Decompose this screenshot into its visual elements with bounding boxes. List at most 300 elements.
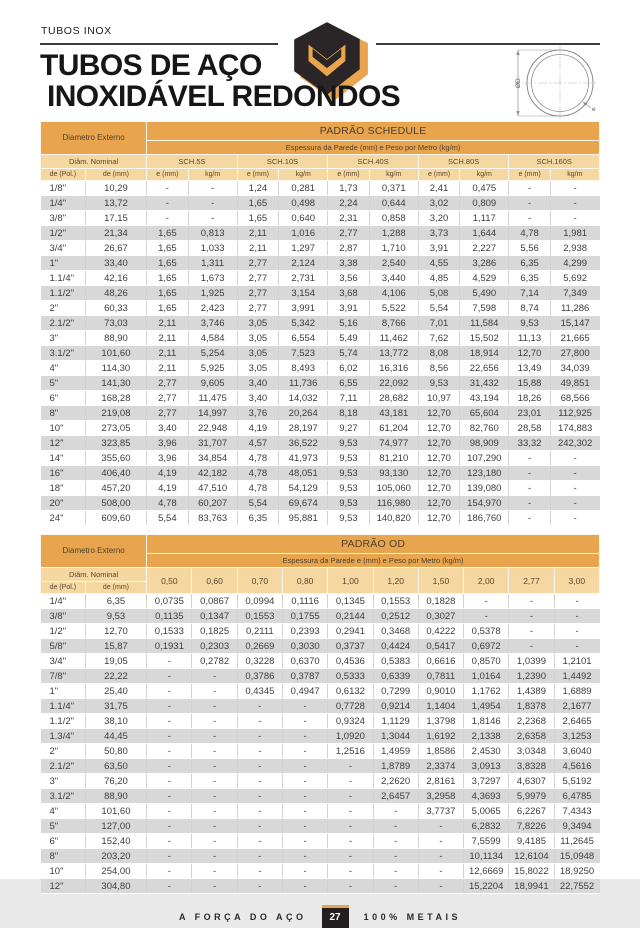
value-cell: - <box>188 181 237 196</box>
size-pol-cell: 8" <box>41 406 86 421</box>
value-cell: 2,938 <box>550 241 599 256</box>
value-cell: 5,9979 <box>509 789 554 804</box>
value-cell: 1,016 <box>279 226 328 241</box>
value-cell: - <box>192 714 237 729</box>
value-cell: 5,254 <box>188 346 237 361</box>
value-cell: 3,991 <box>279 301 328 316</box>
size-mm-cell: 88,90 <box>85 331 146 346</box>
table-row <box>41 301 600 316</box>
value-cell: 95,881 <box>279 511 328 526</box>
value-cell: - <box>283 819 328 834</box>
value-cell: 18,914 <box>460 346 509 361</box>
value-cell: 116,980 <box>369 496 418 511</box>
value-cell: 31,432 <box>460 376 509 391</box>
table-row <box>41 376 600 391</box>
size-pol-cell: 7/8" <box>41 669 86 684</box>
table-row <box>41 669 600 684</box>
diagram-wall-label: e <box>592 106 596 113</box>
value-cell: 15,8022 <box>509 864 554 879</box>
size-mm-cell: 33,40 <box>85 256 146 271</box>
value-cell: 1,297 <box>279 241 328 256</box>
value-cell: 105,060 <box>369 481 418 496</box>
col-e-mm: e (mm) <box>237 169 278 181</box>
size-pol-cell: 1/2" <box>41 624 86 639</box>
size-pol-cell: 5" <box>41 819 86 834</box>
od-corner-header: Diametro Externo <box>41 535 147 568</box>
value-cell: 186,760 <box>460 511 509 526</box>
value-cell: 4,6307 <box>509 774 554 789</box>
table-row <box>41 451 600 466</box>
table-row <box>41 729 600 744</box>
value-cell: 3,91 <box>418 241 459 256</box>
value-cell: - <box>328 774 373 789</box>
value-cell: 1,033 <box>188 241 237 256</box>
value-cell: 3,746 <box>188 316 237 331</box>
value-cell: 8,766 <box>369 316 418 331</box>
value-cell: 0,7299 <box>373 684 418 699</box>
value-cell: 3,05 <box>237 361 278 376</box>
value-cell: - <box>147 804 192 819</box>
value-cell: 1,6889 <box>554 684 599 699</box>
value-cell: 0,3737 <box>328 639 373 654</box>
size-mm-cell: 114,30 <box>85 361 146 376</box>
value-cell: 3,6040 <box>554 744 599 759</box>
value-cell: 5,56 <box>509 241 550 256</box>
value-cell: 1,1762 <box>464 684 509 699</box>
sch40s-header: SCH.40S <box>328 155 419 169</box>
size-pol-cell: 1/4" <box>41 594 86 609</box>
size-pol-cell: 1" <box>41 256 86 271</box>
value-cell: 0,6972 <box>464 639 509 654</box>
value-cell: 6,35 <box>237 511 278 526</box>
size-pol-cell: 1.1/2" <box>41 714 86 729</box>
value-cell: - <box>328 759 373 774</box>
value-cell: 33,32 <box>509 436 550 451</box>
value-cell: 3,2958 <box>418 789 463 804</box>
value-cell: 8,08 <box>418 346 459 361</box>
value-cell: - <box>192 774 237 789</box>
value-cell: 2,77 <box>237 271 278 286</box>
value-cell: - <box>147 714 192 729</box>
value-cell: 65,604 <box>460 406 509 421</box>
od-table-title: PADRÃO OD <box>147 535 600 554</box>
size-mm-cell: 101,60 <box>85 346 146 361</box>
value-cell: - <box>328 864 373 879</box>
value-cell: 4,78 <box>237 451 278 466</box>
value-cell: 13,49 <box>509 361 550 376</box>
value-cell: 12,70 <box>418 481 459 496</box>
value-cell: 3,154 <box>279 286 328 301</box>
value-cell: - <box>147 774 192 789</box>
value-cell: - <box>237 744 282 759</box>
value-cell: 43,181 <box>369 406 418 421</box>
value-cell: - <box>237 789 282 804</box>
thickness-200-header: 2,00 <box>464 568 509 594</box>
size-pol-cell: 1/2" <box>41 226 86 241</box>
value-cell: - <box>237 714 282 729</box>
size-mm-cell: 168,28 <box>85 391 146 406</box>
table-row <box>41 849 600 864</box>
value-cell: 2,1677 <box>554 699 599 714</box>
table-row <box>41 211 600 226</box>
value-cell: 0,2512 <box>373 609 418 624</box>
value-cell: - <box>237 864 282 879</box>
value-cell: 42,182 <box>188 466 237 481</box>
value-cell: - <box>237 849 282 864</box>
value-cell: - <box>328 849 373 864</box>
value-cell: 3,05 <box>237 346 278 361</box>
size-mm-cell: 76,20 <box>85 774 146 789</box>
value-cell: 0,1347 <box>192 609 237 624</box>
value-cell: 5,925 <box>188 361 237 376</box>
value-cell: 12,70 <box>418 496 459 511</box>
value-cell: 1,65 <box>237 211 278 226</box>
page-title-line1: TUBOS DE AÇO <box>40 49 262 82</box>
value-cell: 2,77 <box>237 256 278 271</box>
value-cell: 11,286 <box>550 301 599 316</box>
value-cell: 28,682 <box>369 391 418 406</box>
value-cell: 2,6358 <box>509 729 554 744</box>
value-cell: 0,5378 <box>464 624 509 639</box>
value-cell: 3,286 <box>460 256 509 271</box>
value-cell: - <box>550 466 599 481</box>
value-cell: 1,4492 <box>554 669 599 684</box>
value-cell: 47,510 <box>188 481 237 496</box>
value-cell: 5,74 <box>328 346 369 361</box>
value-cell: 0,3027 <box>418 609 463 624</box>
value-cell: 2,4530 <box>464 744 509 759</box>
value-cell: 7,598 <box>460 301 509 316</box>
value-cell: - <box>237 729 282 744</box>
size-mm-cell: 73,03 <box>85 316 146 331</box>
value-cell: 5,522 <box>369 301 418 316</box>
value-cell: 2,24 <box>328 196 369 211</box>
value-cell: 0,6616 <box>418 654 463 669</box>
value-cell: 3,76 <box>237 406 278 421</box>
value-cell: 3,38 <box>328 256 369 271</box>
value-cell: 12,70 <box>418 406 459 421</box>
value-cell: 22,7552 <box>554 879 599 894</box>
value-cell: 6,35 <box>509 256 550 271</box>
thickness-060-header: 0,60 <box>192 568 237 594</box>
value-cell: 3,96 <box>147 451 188 466</box>
value-cell: - <box>237 804 282 819</box>
size-pol-cell: 12" <box>41 436 86 451</box>
value-cell: 107,290 <box>460 451 509 466</box>
value-cell: 12,6669 <box>464 864 509 879</box>
value-cell: 1,0164 <box>464 669 509 684</box>
size-mm-cell: 609,60 <box>85 511 146 526</box>
value-cell: 0,809 <box>460 196 509 211</box>
value-cell: 9,53 <box>328 451 369 466</box>
size-pol-cell: 24" <box>41 511 86 526</box>
value-cell: 23,01 <box>509 406 550 421</box>
table-row <box>41 361 600 376</box>
value-cell: 0,4536 <box>328 654 373 669</box>
od-table-subtitle: Espessura da Parede e (mm) e Peso por Metro (kg/m) <box>147 554 600 568</box>
value-cell: - <box>283 729 328 744</box>
size-pol-cell: 10" <box>41 864 86 879</box>
size-pol-cell: 2" <box>41 301 86 316</box>
sch10s-header: SCH.10S <box>237 155 328 169</box>
table-row <box>41 271 600 286</box>
value-cell: 2,8161 <box>418 774 463 789</box>
value-cell: 36,522 <box>279 436 328 451</box>
value-cell: 0,813 <box>188 226 237 241</box>
value-cell: 9,605 <box>188 376 237 391</box>
thickness-277-header: 2,77 <box>509 568 554 594</box>
value-cell: 8,18 <box>328 406 369 421</box>
value-cell: 3,20 <box>418 211 459 226</box>
value-cell: - <box>509 639 554 654</box>
value-cell: 2,11 <box>147 316 188 331</box>
value-cell: - <box>237 834 282 849</box>
footer-slogan-right: 100% METAIS <box>363 911 461 922</box>
value-cell: 11,584 <box>460 316 509 331</box>
value-cell: 28,58 <box>509 421 550 436</box>
size-mm-cell: 219,08 <box>85 406 146 421</box>
size-pol-cell: 3/8" <box>41 609 86 624</box>
value-cell: 1,65 <box>147 286 188 301</box>
value-cell: - <box>550 511 599 526</box>
value-cell: 4,78 <box>237 466 278 481</box>
value-cell: - <box>192 834 237 849</box>
thickness-120-header: 1,20 <box>373 568 418 594</box>
size-mm-cell: 304,80 <box>85 879 146 894</box>
col-de-mm: de (mm) <box>85 582 146 594</box>
value-cell: - <box>147 196 188 211</box>
table-row <box>41 421 600 436</box>
value-cell: 9,27 <box>328 421 369 436</box>
col-de-pol: de (Pol.) <box>41 582 86 594</box>
value-cell: 2,124 <box>279 256 328 271</box>
value-cell: - <box>147 654 192 669</box>
value-cell: 2,423 <box>188 301 237 316</box>
value-cell: 112,925 <box>550 406 599 421</box>
value-cell: 5,54 <box>147 511 188 526</box>
value-cell: - <box>418 849 463 864</box>
value-cell: 2,1338 <box>464 729 509 744</box>
table-row <box>41 286 600 301</box>
size-mm-cell: 203,20 <box>85 849 146 864</box>
value-cell: - <box>147 729 192 744</box>
diagram-diameter-label: ØD <box>515 78 522 88</box>
value-cell: 20,264 <box>279 406 328 421</box>
size-pol-cell: 1.3/4" <box>41 729 86 744</box>
value-cell: - <box>283 744 328 759</box>
value-cell: 28,197 <box>279 421 328 436</box>
value-cell: 4,19 <box>237 421 278 436</box>
col-kgm: kg/m <box>550 169 599 181</box>
size-pol-cell: 5" <box>41 376 86 391</box>
size-mm-cell: 31,75 <box>85 699 146 714</box>
col-de-mm: de (mm) <box>85 169 146 181</box>
value-cell: - <box>554 624 599 639</box>
size-mm-cell: 60,33 <box>85 301 146 316</box>
value-cell: 3,8328 <box>509 759 554 774</box>
value-cell: 0,1116 <box>283 594 328 609</box>
value-cell: 2,77 <box>237 286 278 301</box>
value-cell: 6,4785 <box>554 789 599 804</box>
value-cell: 3,02 <box>418 196 459 211</box>
value-cell: - <box>509 609 554 624</box>
value-cell: 7,5599 <box>464 834 509 849</box>
size-pol-cell: 1/8" <box>41 181 86 196</box>
value-cell: - <box>188 211 237 226</box>
size-mm-cell: 273,05 <box>85 421 146 436</box>
value-cell: 2,11 <box>147 331 188 346</box>
size-pol-cell: 2" <box>41 744 86 759</box>
value-cell: 3,68 <box>328 286 369 301</box>
value-cell: 1,8378 <box>509 699 554 714</box>
size-pol-cell: 4" <box>41 361 86 376</box>
value-cell: 154,970 <box>460 496 509 511</box>
table-row <box>41 406 600 421</box>
thickness-070-header: 0,70 <box>237 568 282 594</box>
value-cell: - <box>509 624 554 639</box>
value-cell: 18,26 <box>509 391 550 406</box>
value-cell: 1,925 <box>188 286 237 301</box>
value-cell: 9,3494 <box>554 819 599 834</box>
value-cell: 68,566 <box>550 391 599 406</box>
value-cell: 9,4185 <box>509 834 554 849</box>
value-cell: - <box>237 699 282 714</box>
value-cell: 11,2645 <box>554 834 599 849</box>
table-row <box>41 819 600 834</box>
value-cell: 22,092 <box>369 376 418 391</box>
value-cell: - <box>373 819 418 834</box>
nominal-diameter-header: Diâm. Nominal <box>41 155 147 169</box>
value-cell: 3,1253 <box>554 729 599 744</box>
value-cell: 2,11 <box>147 346 188 361</box>
section-eyebrow: TUBOS INOX <box>41 25 112 37</box>
value-cell: 2,6465 <box>554 714 599 729</box>
value-cell: 4,3693 <box>464 789 509 804</box>
size-pol-cell: 6" <box>41 391 86 406</box>
value-cell: 2,2620 <box>373 774 418 789</box>
table-row <box>41 684 600 699</box>
value-cell: 4,584 <box>188 331 237 346</box>
sch160s-header: SCH.160S <box>509 155 600 169</box>
value-cell: 31,707 <box>188 436 237 451</box>
size-pol-cell: 4" <box>41 804 86 819</box>
table-row <box>41 774 600 789</box>
size-mm-cell: 10,29 <box>85 181 146 196</box>
value-cell: 4,78 <box>509 226 550 241</box>
size-mm-cell: 13,72 <box>85 196 146 211</box>
size-mm-cell: 88,90 <box>85 789 146 804</box>
size-mm-cell: 323,85 <box>85 436 146 451</box>
thickness-050-header: 0,50 <box>147 568 192 594</box>
value-cell: - <box>147 211 188 226</box>
sch80s-header: SCH.80S <box>418 155 509 169</box>
value-cell: 82,760 <box>460 421 509 436</box>
value-cell: - <box>283 774 328 789</box>
size-mm-cell: 6,35 <box>85 594 146 609</box>
page-title-line2: INOXIDÁVEL REDONDOS <box>47 80 401 113</box>
value-cell: 2,77 <box>237 301 278 316</box>
sch5s-header: SCH.5S <box>147 155 238 169</box>
value-cell: 7,11 <box>328 391 369 406</box>
value-cell: 6,55 <box>328 376 369 391</box>
value-cell: 0,1135 <box>147 609 192 624</box>
value-cell: 3,40 <box>237 376 278 391</box>
size-pol-cell: 3/4" <box>41 654 86 669</box>
value-cell: 2,3374 <box>418 759 463 774</box>
table-row <box>41 436 600 451</box>
value-cell: 14,997 <box>188 406 237 421</box>
col-e-mm: e (mm) <box>328 169 369 181</box>
value-cell: - <box>550 481 599 496</box>
value-cell: 0,9214 <box>373 699 418 714</box>
value-cell: 21,665 <box>550 331 599 346</box>
schedule-table-title: PADRÃO SCHEDULE <box>147 122 600 141</box>
value-cell: - <box>147 759 192 774</box>
value-cell: 81,210 <box>369 451 418 466</box>
table-row <box>41 804 600 819</box>
value-cell: 6,2267 <box>509 804 554 819</box>
value-cell: 69,674 <box>279 496 328 511</box>
value-cell: 60,207 <box>188 496 237 511</box>
value-cell: 0,2303 <box>192 639 237 654</box>
value-cell: 2,540 <box>369 256 418 271</box>
size-pol-cell: 1.1/2" <box>41 286 86 301</box>
value-cell: - <box>237 879 282 894</box>
value-cell: 5,54 <box>237 496 278 511</box>
value-cell: - <box>283 789 328 804</box>
value-cell: 1,1404 <box>418 699 463 714</box>
value-cell: 11,736 <box>279 376 328 391</box>
value-cell: 3,7737 <box>418 804 463 819</box>
value-cell: 4,19 <box>147 481 188 496</box>
value-cell: 9,53 <box>328 481 369 496</box>
value-cell: 0,5383 <box>373 654 418 669</box>
value-cell: - <box>192 819 237 834</box>
size-mm-cell: 101,60 <box>85 804 146 819</box>
value-cell: 1,65 <box>147 256 188 271</box>
size-mm-cell: 48,26 <box>85 286 146 301</box>
col-e-mm: e (mm) <box>147 169 188 181</box>
size-mm-cell: 355,60 <box>85 451 146 466</box>
value-cell: - <box>283 879 328 894</box>
size-mm-cell: 15,87 <box>85 639 146 654</box>
value-cell: - <box>283 804 328 819</box>
value-cell: 9,53 <box>509 316 550 331</box>
value-cell: 6,2832 <box>464 819 509 834</box>
schedule-table <box>40 121 600 526</box>
value-cell: 0,4222 <box>418 624 463 639</box>
value-cell: - <box>283 864 328 879</box>
size-mm-cell: 26,67 <box>85 241 146 256</box>
value-cell: 7,8226 <box>509 819 554 834</box>
value-cell: 1,0920 <box>328 729 373 744</box>
value-cell: 12,6104 <box>509 849 554 864</box>
value-cell: 0,2669 <box>237 639 282 654</box>
table-row <box>41 316 600 331</box>
value-cell: 3,440 <box>369 271 418 286</box>
value-cell: 18,9941 <box>509 879 554 894</box>
value-cell: - <box>147 879 192 894</box>
value-cell: 0,0735 <box>147 594 192 609</box>
col-kgm: kg/m <box>369 169 418 181</box>
value-cell: 1,4959 <box>373 744 418 759</box>
schedule-table-subtitle: Espessura da Parede (mm) e Peso por Metro (kg/m) <box>147 141 600 155</box>
value-cell: 0,1931 <box>147 639 192 654</box>
value-cell: 2,31 <box>328 211 369 226</box>
value-cell: 2,11 <box>147 361 188 376</box>
table-row <box>41 879 600 894</box>
value-cell: 0,640 <box>279 211 328 226</box>
